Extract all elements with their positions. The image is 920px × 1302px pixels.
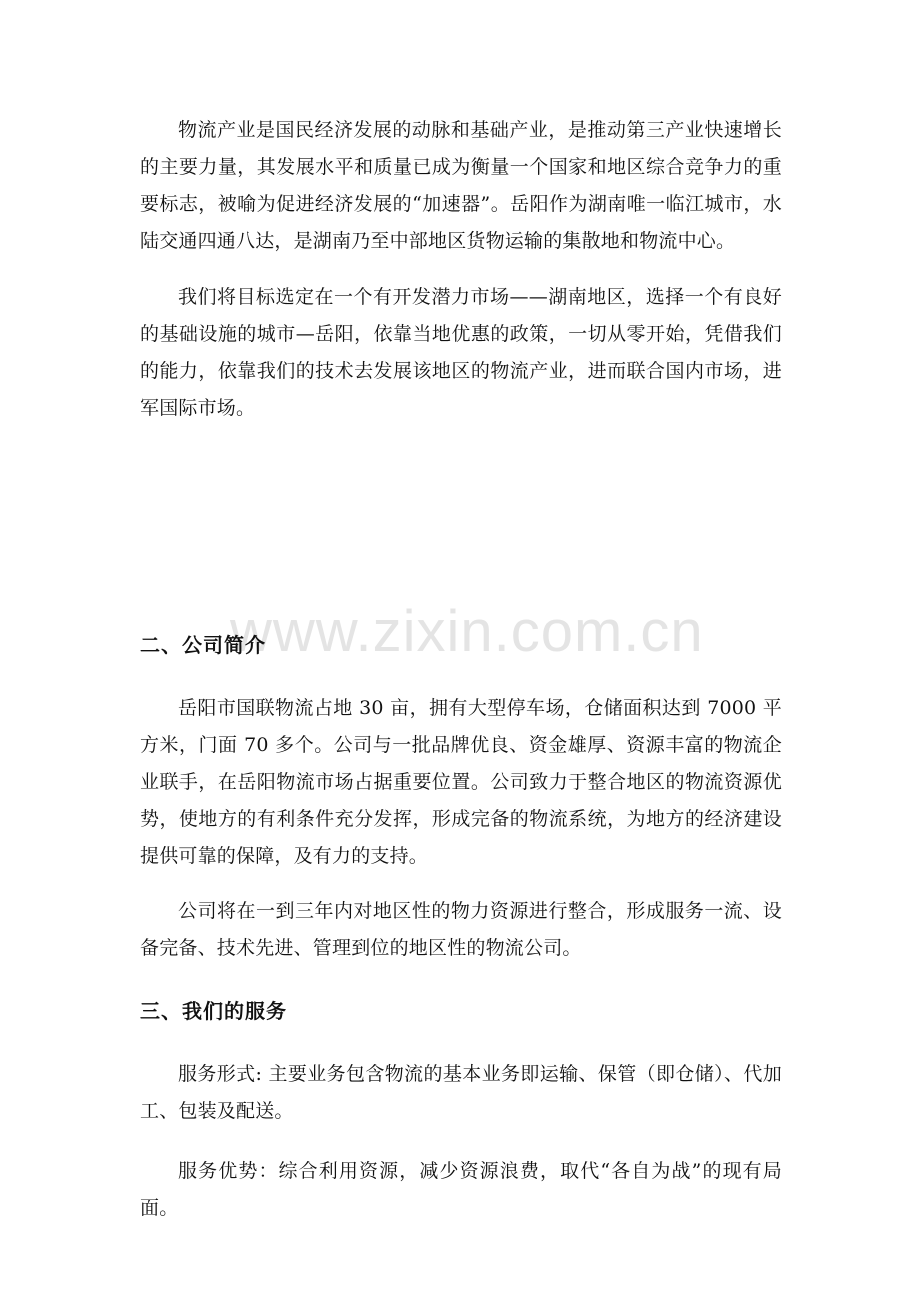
company-profile-paragraph-2: 公司将在一到三年内对地区性的物力资源进行整合，形成服务一流、设备完备、技术先进、管理到位的地区性的物流公司。: [140, 900, 782, 959]
section-heading-our-services: 三、我们的服务: [140, 999, 287, 1023]
section-heading-company-profile: 二、公司简介: [140, 633, 266, 657]
watermark: www.zixin.com.cn: [230, 599, 704, 664]
services-paragraph-form: 服务形式: 主要业务包含物流的基本业务即运输、保管（即仓储）、代加工、包装及配送。: [140, 1063, 782, 1122]
services-paragraph-advantage: 服务优势：综合利用资源，减少资源浪费，取代“各自为战”的现有局面。: [140, 1160, 782, 1219]
intro-paragraph-1: 物流产业是国民经济发展的动脉和基础产业，是推动第三产业快速增长的主要力量，其发展水平和质量已成为衡量一个国家和地区综合竞争力的重要标志，被喻为促进经济发展的“加速器”。岳阳作为湖南唯一临江城市，水陆交通四通八达，是湖南乃至中部地区货物运输的集散地和物流中心。: [140, 119, 782, 252]
company-profile-paragraph-1: 岳阳市国联物流占地 30 亩，拥有大型停车场，仓储面积达到 7000 平方米，门面 70 多个。公司与一批品牌优良、资金雄厚、资源丰富的物流企业联手，在岳阳物流市场占据重要位置。公司致力于整合地区的物流资源优势，使地方的有利条件充分发挥，形成完备的物流系统，为地方的经济建设提供可靠的保障，及有力的支持。: [140, 697, 782, 867]
intro-paragraph-2: 我们将目标选定在一个有开发潜力市场——湖南地区，选择一个有良好的基础设施的城市—岳阳，依靠当地优惠的政策，一切从零开始，凭借我们的能力，依靠我们的技术去发展该地区的物流产业，进而联合国内市场，进军国际市场。: [140, 286, 782, 419]
